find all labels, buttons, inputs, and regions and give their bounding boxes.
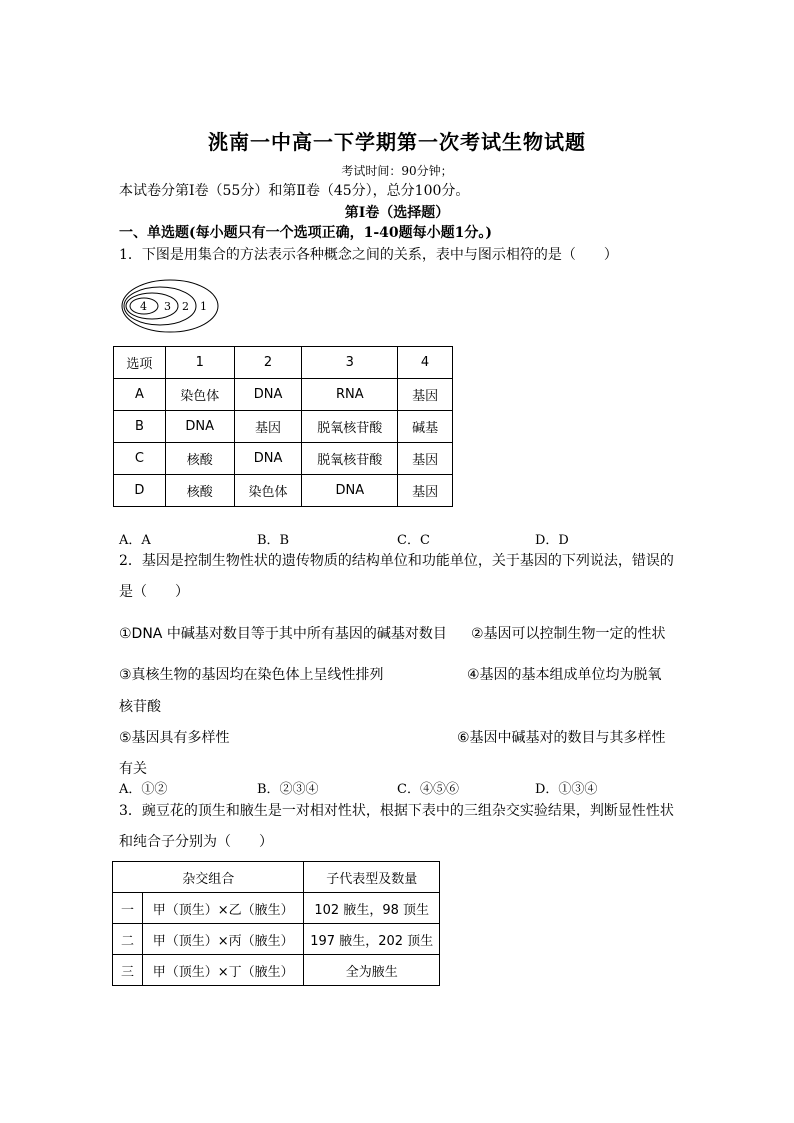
table-cell: DNA [234,379,302,411]
q3-stem-line1: 3．豌豆花的顶生和腋生是一对相对性状，根据下表中的三组杂交实验结果，判断显性性状 [119,803,674,819]
q2-statement-4: ④基因的基本组成单位均为脱氧 [467,667,662,683]
q2-statement-6-cont: 有关 [119,761,147,777]
table-cell: 碱基 [398,411,453,443]
table-cell: 3 [302,347,398,379]
table-cell: 102 腋生，98 顶生 [304,893,440,924]
q2-statement-2: ②基因可以控制生物一定的性状 [471,626,666,642]
q2-statement-1: ①DNA 中碱基对数目等于其中所有基因的碱基对数目 [119,626,447,642]
q2-statement-5: ⑤基因具有多样性 [119,730,230,746]
section-heading-text: 一、单选题(每小题只有一个选项正确，1-40题每小题1分。) [119,225,493,241]
q1-option-a: A．A [119,533,151,548]
q3-stem-line2: 和纯合子分别为（ ） [119,834,273,850]
table-cell: 核酸 [165,443,234,475]
q2-option-a: A．①② [119,782,168,797]
table-row [113,862,440,893]
table-cell: D [114,475,166,507]
table-cell: 基因 [234,411,302,443]
q1-option-c: C．C [397,533,430,548]
nested-sets-diagram [118,277,223,337]
table-row [114,347,453,379]
table-row [114,411,453,443]
set-label-2: 2 [182,300,189,313]
table-cell: 染色体 [234,475,302,507]
part-title: 第Ⅰ卷（选择题） [344,205,450,221]
table-cell: 基因 [398,443,453,475]
q2-option-b: B．②③④ [257,782,319,797]
set-label-3: 3 [164,300,171,313]
table-cell: 核酸 [165,475,234,507]
section-heading [119,222,492,242]
table-cell: 4 [398,347,453,379]
exam-intro: 本试卷分第Ⅰ卷（55分）和第Ⅱ卷（45分），总分100分。 [119,183,470,199]
table-cell: 基因 [398,379,453,411]
table-cell: 基因 [398,475,453,507]
table-row [113,955,440,986]
table-row [114,379,453,411]
table-cell: 2 [234,347,302,379]
table-cell: 甲（顶生）×乙（腋生） [142,893,303,924]
table-cell: DNA [234,443,302,475]
table-cell: 甲（顶生）×丁（腋生） [142,955,303,986]
q1-option-b: B．B [257,533,290,548]
table-cell: 一 [113,893,143,924]
table-header-cell: 子代表型及数量 [304,862,440,893]
table-row [114,443,453,475]
table-cell: 甲（顶生）×丙（腋生） [142,924,303,955]
table-cell: 染色体 [165,379,234,411]
table-header-cell: 杂交组合 [113,862,304,893]
q1-option-d: D．D [535,533,569,548]
q2-statement-4-cont: 核苷酸 [119,699,161,715]
table-cell: B [114,411,166,443]
table-cell: DNA [165,411,234,443]
table-cell: 脱氧核苷酸 [302,411,398,443]
table-cell: 二 [113,924,143,955]
table-cell: 1 [165,347,234,379]
q1-stem: 1．下图是用集合的方法表示各种概念之间的关系，表中与图示相符的是（ ） [119,247,618,263]
table-row [114,475,453,507]
table-cell: 脱氧核苷酸 [302,443,398,475]
q2-stem-line1: 2．基因是控制生物性状的遗传物质的结构单位和功能单位，关于基因的下列说法，错误的 [119,553,674,569]
q3-table [112,861,440,986]
table-cell: C [114,443,166,475]
q2-option-c: C．④⑤⑥ [397,782,459,797]
page-title: 洮南一中高一下学期第一次考试生物试题 [208,130,586,154]
table-cell: 197 腋生，202 顶生 [304,924,440,955]
table-cell: RNA [302,379,398,411]
table-row [113,924,440,955]
exam-time: 考试时间：90分钟； [341,164,453,178]
set-label-1: 1 [200,300,207,313]
q2-stem-line2: 是（ ） [119,584,189,600]
q2-statement-6: ⑥基因中碱基对的数目与其多样性 [457,730,666,746]
set-label-4: 4 [140,300,147,313]
table-cell: 三 [113,955,143,986]
table-cell: 选项 [114,347,166,379]
q2-statement-3: ③真核生物的基因均在染色体上呈线性排列 [119,667,384,683]
table-cell: A [114,379,166,411]
table-row [113,893,440,924]
q1-table [113,346,453,507]
table-cell: DNA [302,475,398,507]
q2-option-d: D．①③④ [535,782,598,797]
table-cell: 全为腋生 [304,955,440,986]
